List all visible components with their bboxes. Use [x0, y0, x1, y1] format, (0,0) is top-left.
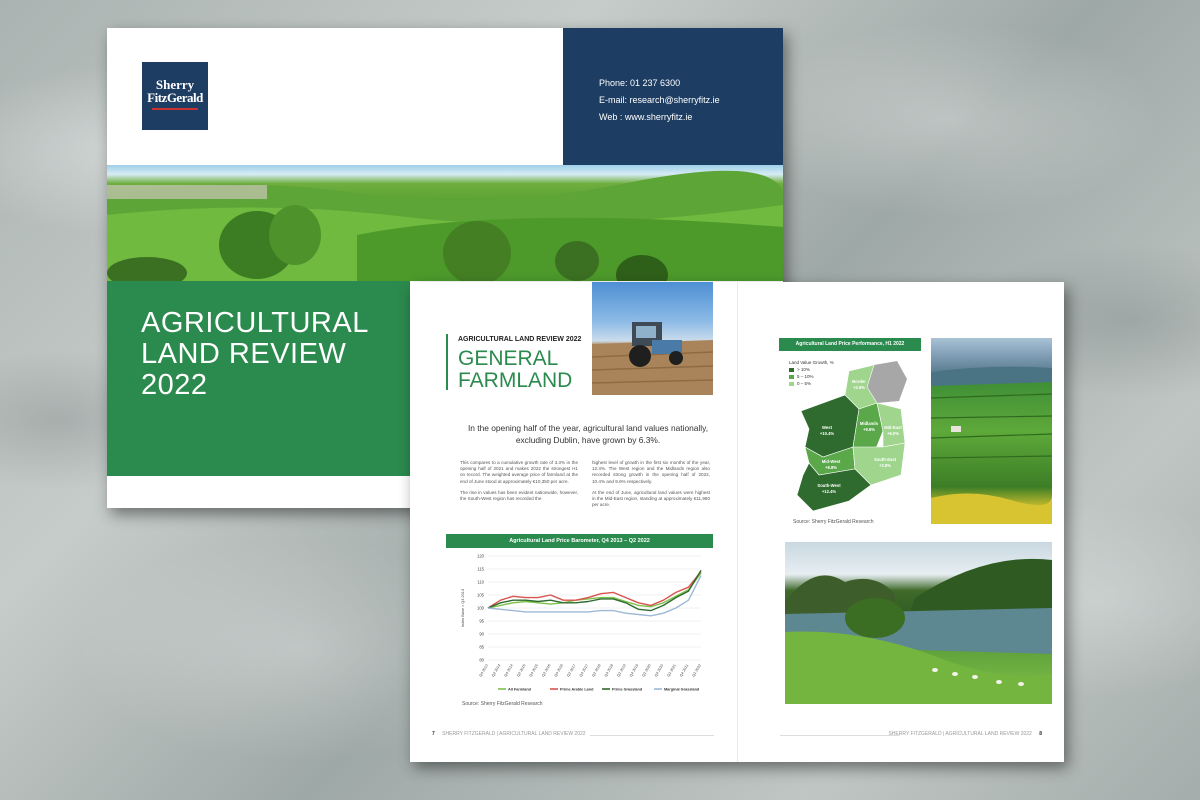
map-label-south-east-value: +2.8%: [879, 463, 891, 468]
map-legend-item: [789, 374, 834, 379]
footer-left-text: SHERRY FITZGERALD | AGRICULTURAL LAND REVIEW 2022: [442, 731, 586, 737]
chart-y-axis-label: Index Base = Q4 2013: [461, 589, 465, 627]
contact-panel: [563, 28, 783, 165]
footer-left: [432, 731, 586, 737]
body-column-1: [460, 460, 578, 507]
chart-y-tick-label: 80: [479, 657, 484, 663]
body-col2-para2: At the end of June, agricultural land values were highest in the Mid-East region, standing at approximately €11,980 per acre.: [592, 489, 710, 508]
chart-x-tick-label: Q2 2014: [491, 663, 502, 678]
footer-rule-left: [590, 735, 714, 736]
map-legend-item: [789, 381, 834, 386]
chart-x-tick-label: Q4 2019: [628, 663, 640, 678]
body-col2-para1: highest level of growth in the first six months of the year, 12.4%. The West region and the Midlands region also recorded strong growth in the opening half of 2022, 10.4% and 9.6% respectively.: [592, 460, 710, 484]
page-gutter: [737, 282, 738, 762]
page-number-right: 8: [1039, 731, 1042, 737]
map-label-south-east-name: South-East: [873, 457, 897, 462]
map-legend-title: Land Value Growth, %: [789, 360, 834, 365]
body-column-2: [592, 460, 710, 513]
body-col1-para2: The rise in values has been evident nationwide, however, the South-West region has recorded the: [460, 489, 578, 502]
map-title: Agricultural Land Price Performance, H1 2022: [779, 338, 921, 351]
map-label-midlands-name: Midlands: [859, 421, 879, 426]
map-label-mid-west-value: +8.8%: [825, 465, 837, 470]
logo-line-2: FitzGerald: [147, 90, 203, 105]
cover-title-block: [107, 281, 410, 476]
tractor-illustration: [592, 282, 713, 395]
section-kicker: AGRICULTURAL LAND REVIEW 2022: [458, 336, 582, 343]
footer-rule-right: [780, 735, 900, 736]
contact-web: Web : www.sherryfitz.ie: [599, 112, 693, 122]
lead-paragraph: In the opening half of the year, agricultural land values nationally, excluding Dublin, have grown by 6.3%.: [467, 423, 709, 445]
chart-legend-label: All Farmland: [508, 687, 531, 692]
chart-y-tick-label: 110: [477, 579, 484, 585]
chart-x-tick-label: Q2 2017: [566, 663, 577, 678]
chart-x-tick-label: Q2 2016: [541, 663, 552, 678]
contact-phone: Phone: 01 237 6300: [599, 78, 681, 88]
page-number-left: 7: [432, 731, 435, 737]
countryside-photo: [107, 165, 783, 281]
map-label-south-west-name: South-West: [817, 483, 841, 488]
map-legend-item: [789, 367, 834, 372]
barometer-chart: [446, 534, 713, 712]
map-label-west-value: +10.4%: [819, 431, 835, 436]
cover-title-line-2: LAND REVIEW: [141, 338, 347, 370]
chart-legend-label: Prime Arable Land: [560, 687, 594, 692]
chart-x-tick-label: Q2 2019: [616, 663, 627, 678]
regional-map-panel: [779, 338, 921, 524]
chart-x-tick-label: Q4 2021: [678, 663, 690, 678]
coastal-illustration: [931, 338, 1052, 524]
chart-x-tick-label: Q2 2015: [516, 663, 527, 678]
chart-x-tick-label: Q4 2015: [528, 663, 539, 678]
map-legend: [789, 360, 834, 386]
lake-landscape-photo: [785, 542, 1052, 704]
sherry-fitzgerald-logo: [142, 62, 208, 130]
chart-title: Agricultural Land Price Barometer, Q4 2013 – Q2 2022: [446, 534, 713, 548]
legend-swatch: [789, 368, 794, 372]
chart-y-tick-label: 85: [479, 644, 484, 650]
map-label-mid-east-name: Mid-East: [884, 425, 902, 430]
countryside-illustration: [107, 165, 783, 281]
chart-x-tick-label: Q2 2021: [666, 663, 677, 678]
map-label-west-name: West: [822, 425, 832, 430]
chart-x-tick-label: Q4 2013: [478, 663, 489, 678]
barometer-chart-svg: [446, 548, 713, 698]
chart-x-tick-label: Q4 2016: [553, 663, 565, 678]
chart-x-tick-label: Q4 2018: [603, 663, 615, 678]
map-label-midlands-value: +9.6%: [863, 427, 875, 432]
logo-line-1: Sherry: [155, 77, 195, 92]
footer-right: [888, 731, 1042, 737]
map-label-border-value: +2.6%: [853, 385, 865, 390]
chart-x-tick-label: Q4 2017: [578, 663, 590, 678]
legend-swatch: [789, 382, 794, 386]
cover-title-line-1: AGRICULTURAL: [141, 307, 369, 339]
chart-y-tick-label: 115: [477, 566, 484, 572]
chart-series-line-1: [488, 573, 701, 608]
chart-x-tick-label: Q4 2020: [653, 663, 665, 678]
section-headline: [458, 348, 572, 392]
map-source: Source: Sherry FitzGerald Research: [793, 519, 874, 525]
report-inner-spread: [410, 282, 1064, 762]
chart-y-tick-label: 100: [477, 605, 484, 611]
headline-line-2: FARMLAND: [458, 369, 573, 392]
chart-x-tick-label: Q2 2022: [691, 663, 702, 678]
coastal-farmland-photo: [931, 338, 1052, 524]
map-label-mid-west-name: Mid-West: [821, 459, 841, 464]
chart-legend-label: Prime Grassland: [612, 687, 643, 692]
chart-series-line-3: [488, 570, 701, 610]
chart-x-tick-label: Q2 2018: [591, 663, 602, 678]
legend-swatch: [789, 375, 794, 379]
legend-label: > 10%: [797, 367, 810, 372]
cover-title-line-3: 2022: [141, 369, 208, 401]
body-col1-para1: This compares to a cumulative growth rate of 3.3% in the opening half of 2021 and makes 2022 the strongest H1 on record. The weighted average price of farmland at the end of June stood at approximately €10,350 per acre.: [460, 460, 578, 484]
tractor-photo: [592, 282, 713, 395]
headline-accent-rule: [446, 334, 448, 390]
chart-y-tick-label: 95: [479, 618, 484, 624]
map-label-south-west-value: +12.4%: [821, 489, 837, 494]
lake-illustration: [785, 542, 1052, 704]
chart-y-tick-label: 90: [479, 631, 484, 637]
logo-underline: [152, 108, 198, 110]
legend-label: 0 – 5%: [797, 381, 812, 386]
chart-y-tick-label: 120: [477, 553, 484, 559]
chart-source: Source: Sherry FitzGerald Research: [462, 701, 543, 707]
map-label-mid-east-value: +6.0%: [887, 431, 899, 436]
headline-line-1: GENERAL: [458, 347, 559, 370]
map-label-border-name: Border: [852, 379, 866, 384]
chart-x-tick-label: Q2 2020: [641, 663, 652, 678]
legend-label: 5 – 10%: [797, 374, 814, 379]
contact-email: E-mail: research@sherryfitz.ie: [599, 95, 720, 105]
chart-legend-label: Marginal Grassland: [664, 687, 700, 692]
chart-x-tick-label: Q4 2014: [503, 663, 514, 678]
chart-y-tick-label: 105: [477, 592, 484, 598]
footer-right-text: SHERRY FITZGERALD | AGRICULTURAL LAND REVIEW 2022: [888, 731, 1032, 737]
